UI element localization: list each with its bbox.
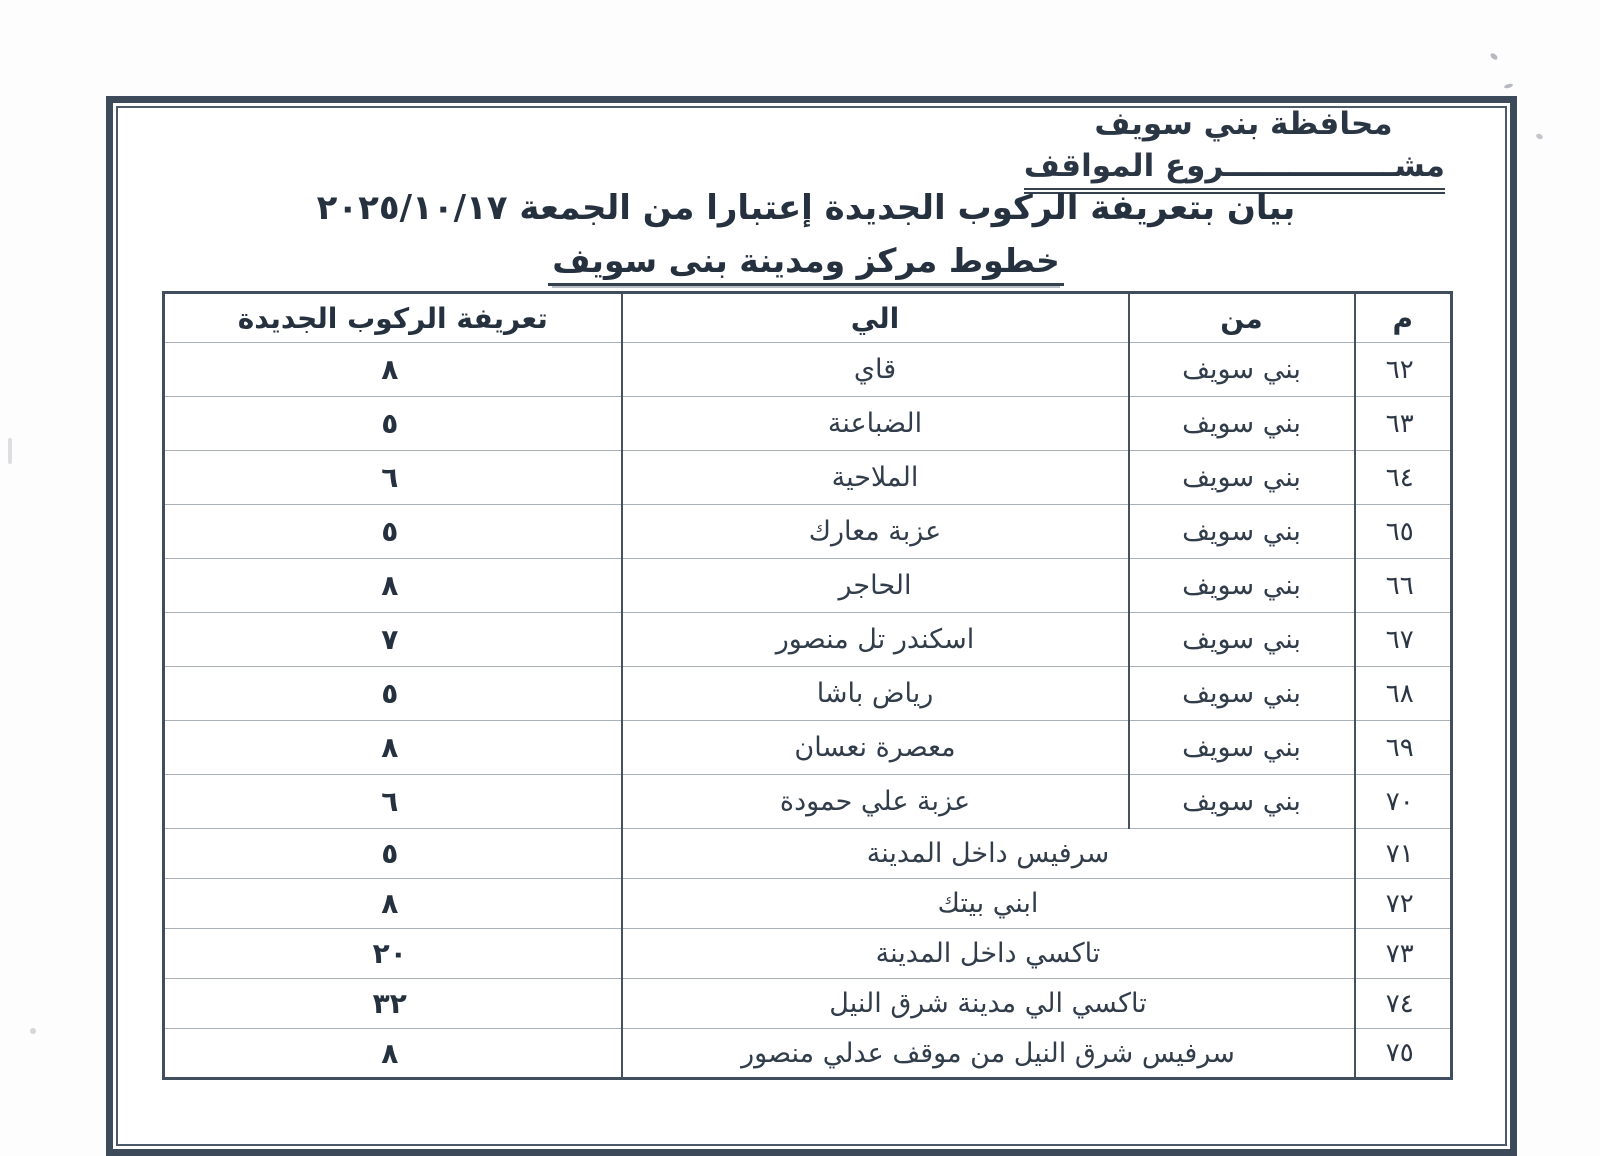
route-cell: سرفيس شرق النيل من موقف عدلي منصور [622,1029,1355,1079]
row-number-cell: ٦٢ [1355,343,1452,397]
from-cell: بني سويف [1129,613,1355,667]
scan-speck [1504,83,1514,89]
tariff-table [162,291,1453,1080]
row-number-cell: ٦٤ [1355,451,1452,505]
tariff-cell: ٦ [164,451,622,505]
from-cell: بني سويف [1129,343,1355,397]
from-cell: بني سويف [1129,559,1355,613]
tariff-cell: ٧ [164,613,622,667]
from-cell: بني سويف [1129,667,1355,721]
project-name: مشــــــــــــــــروع المواقف [1024,146,1445,194]
to-cell: قاي [622,343,1129,397]
row-number-cell: ٧٠ [1355,775,1452,829]
table-row [164,613,1452,667]
tariff-cell: ٨ [164,721,622,775]
row-number-cell: ٦٩ [1355,721,1452,775]
tariff-cell: ٥ [164,505,622,559]
to-cell: الملاحية [622,451,1129,505]
tariff-cell: ٥ [164,667,622,721]
scan-speck [1489,52,1498,61]
row-number-cell: ٧١ [1355,829,1452,879]
to-cell: رياض باشا [622,667,1129,721]
table-row [164,775,1452,829]
table-row [164,721,1452,775]
row-number-cell: ٦٨ [1355,667,1452,721]
tariff-cell: ٢٠ [164,929,622,979]
row-number-cell: ٧٢ [1355,879,1452,929]
row-number-cell: ٧٣ [1355,929,1452,979]
tariff-cell: ٦ [164,775,622,829]
to-cell: عزبة علي حمودة [622,775,1129,829]
tariff-cell: ٨ [164,343,622,397]
from-cell: بني سويف [1129,397,1355,451]
from-cell: بني سويف [1129,505,1355,559]
tariff-table-body [164,343,1452,1079]
to-cell: اسكندر تل منصور [622,613,1129,667]
route-cell: ابني بيتك [622,879,1355,929]
table-row [164,979,1452,1029]
table-row [164,451,1452,505]
to-cell: الحاجر [622,559,1129,613]
tariff-cell: ٣٢ [164,979,622,1029]
table-row [164,929,1452,979]
table-row [164,829,1452,879]
route-cell: تاكسي الي مدينة شرق النيل [622,979,1355,1029]
row-number-cell: ٧٤ [1355,979,1452,1029]
table-row [164,667,1452,721]
col-header-number: م [1355,293,1452,343]
table-row [164,343,1452,397]
document-subtitle-text: خطوط مركز ومدينة بنى سويف [548,241,1064,286]
to-cell: عزبة معارك [622,505,1129,559]
route-cell: تاكسي داخل المدينة [622,929,1355,979]
table-row [164,559,1452,613]
table-header-row [164,293,1452,343]
row-number-cell: ٦٥ [1355,505,1452,559]
to-cell: الضباعنة [622,397,1129,451]
table-row [164,879,1452,929]
tariff-cell: ٨ [164,1029,622,1079]
row-number-cell: ٧٥ [1355,1029,1452,1079]
row-number-cell: ٦٣ [1355,397,1452,451]
col-header-to: الي [622,293,1129,343]
scan-speck [8,438,12,464]
to-cell: معصرة نعسان [622,721,1129,775]
from-cell: بني سويف [1129,451,1355,505]
col-header-from: من [1129,293,1355,343]
tariff-cell: ٥ [164,397,622,451]
tariff-cell: ٨ [164,879,622,929]
row-number-cell: ٦٦ [1355,559,1452,613]
table-row [164,397,1452,451]
tariff-cell: ٥ [164,829,622,879]
route-cell: سرفيس داخل المدينة [622,829,1355,879]
from-cell: بني سويف [1129,721,1355,775]
row-number-cell: ٦٧ [1355,613,1452,667]
governorate-name: محافظة بني سويف [1094,106,1393,142]
scan-speck [30,1028,36,1034]
letterhead [1024,104,1445,194]
table-row [164,505,1452,559]
tariff-cell: ٨ [164,559,622,613]
document-title: بيان بتعريفة الركوب الجديدة إعتبارا من الجمعة ٢٠٢٥/١٠/١٧ [316,188,1296,228]
col-header-tariff: تعريفة الركوب الجديدة [164,293,622,343]
from-cell: بني سويف [1129,775,1355,829]
document-subtitle [162,241,1450,286]
table-row [164,1029,1452,1079]
scan-speck [1535,133,1543,140]
